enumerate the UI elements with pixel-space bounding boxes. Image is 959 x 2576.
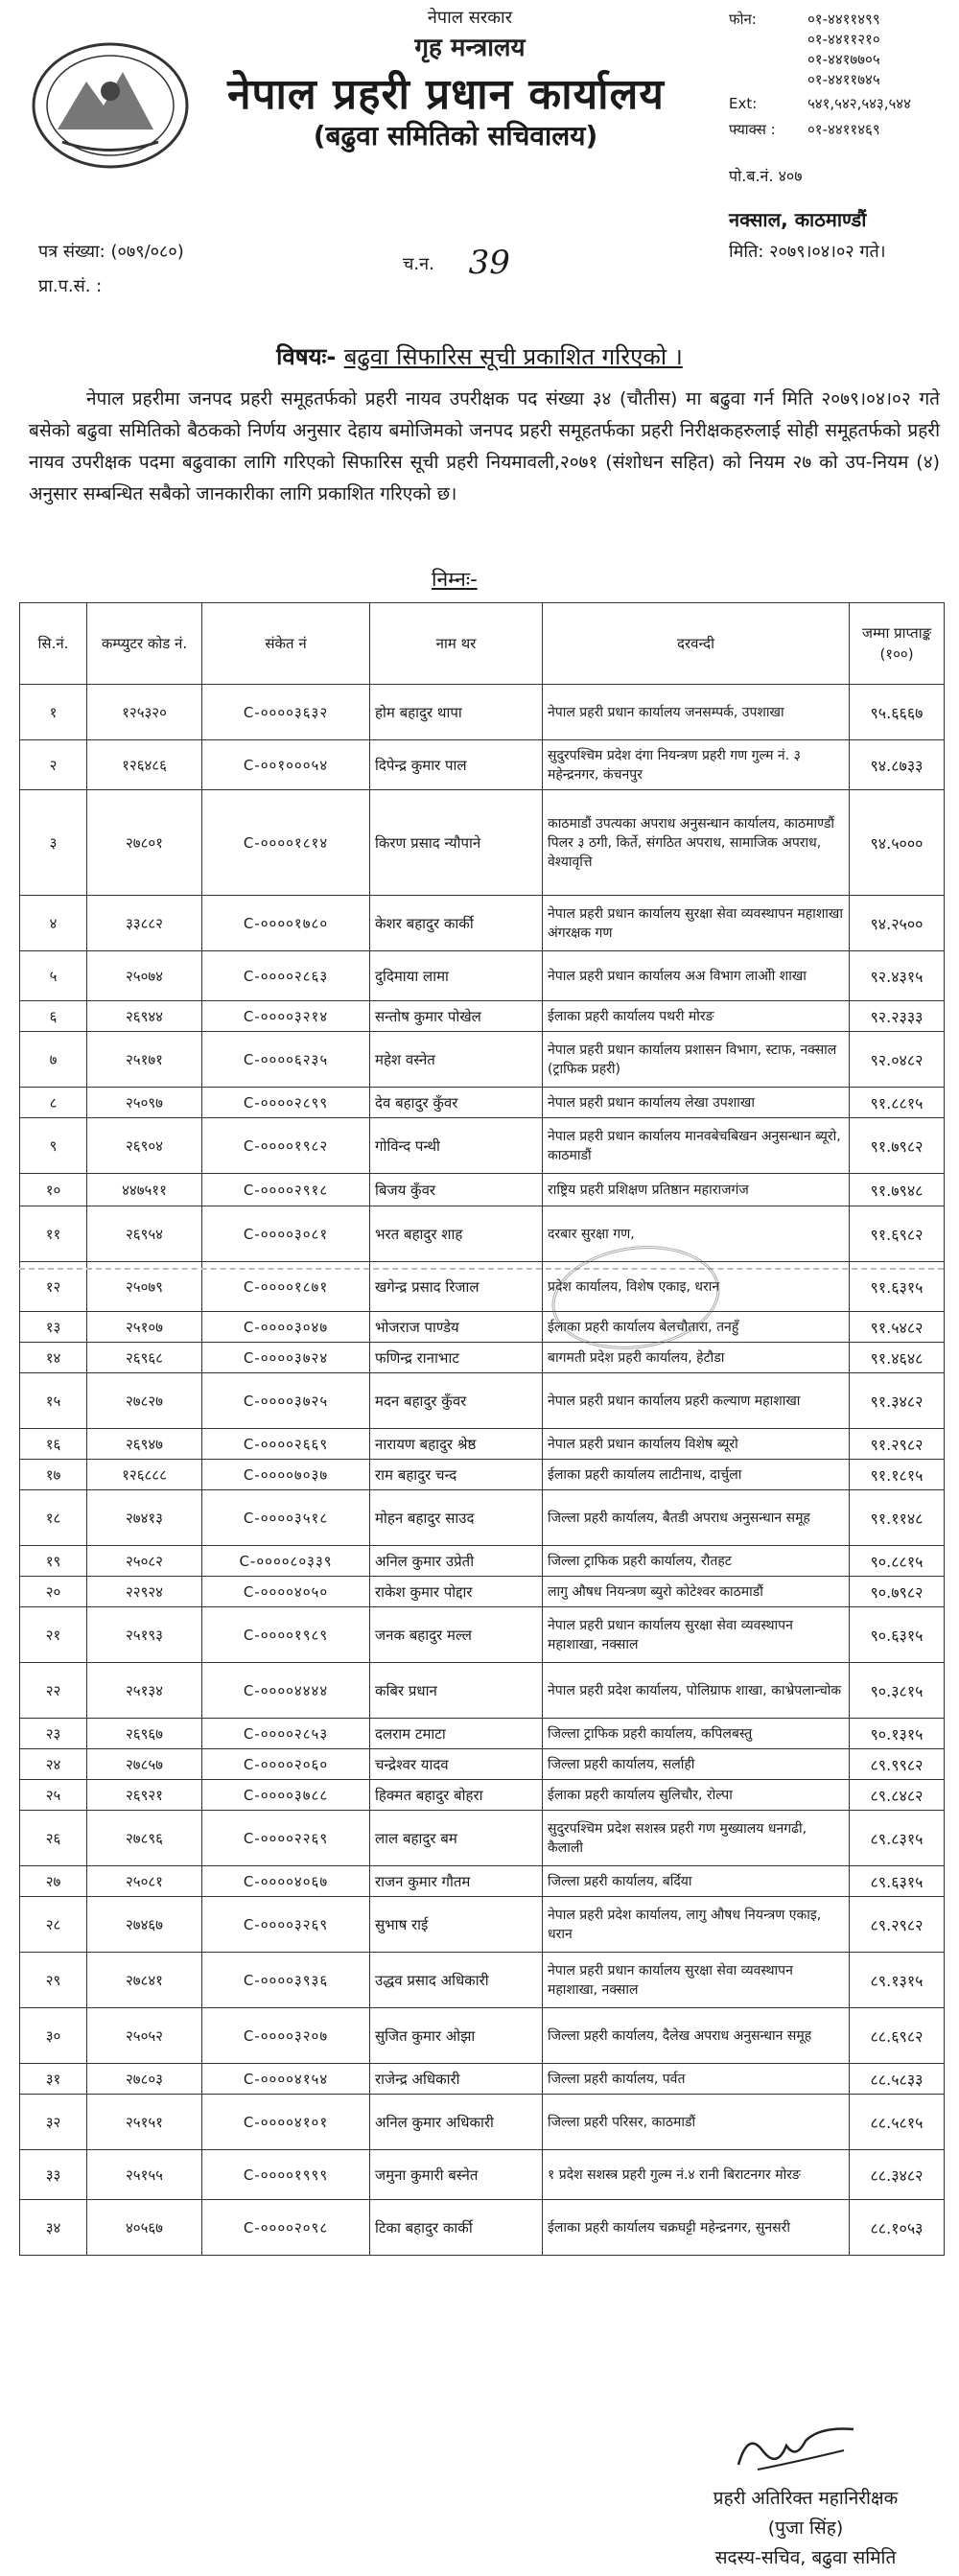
cell-name: गोविन्द पन्थी (370, 1118, 543, 1174)
cell-darbandi: जिल्ला प्रहरी कार्यालय, सर्लाही (543, 1749, 850, 1780)
cell-code: २२९२४ (87, 1577, 202, 1607)
cell-darbandi: नेपाल प्रहरी प्रधान कार्यालय सुरक्षा सेवा व्यवस्थापन महाशाखा, नक्साल (543, 1607, 850, 1663)
cell-name: राजेन्द्र अधिकारी (370, 2064, 543, 2095)
cell-sn: २७ (20, 1866, 87, 1897)
subject-label: विषयः- (276, 343, 337, 370)
cell-darbandi: नेपाल प्रहरी प्रधान कार्यालय प्रशासन विभाग, स्टाफ, नक्साल (ट्राफिक प्रहरी) (543, 1032, 850, 1088)
cell-darbandi: नेपाल प्रहरी प्रधान कार्यालय प्रहरी कल्याण महाशाखा (543, 1373, 850, 1429)
table-header-row (20, 603, 945, 685)
cell-name: भरत बहादुर शाह (370, 1206, 543, 1262)
cell-sn: ४ (20, 896, 87, 951)
cell-marks: ९०.७९८२ (850, 1577, 945, 1607)
table-row (20, 1032, 945, 1088)
cell-sanket: C-००००३९३६ (202, 1953, 370, 2008)
cell-darbandi: ईलाका प्रहरी कार्यालय चक्रघट्टी महेन्द्रनगर, सुनसरी (543, 2200, 850, 2256)
table-row (20, 1749, 945, 1780)
cell-sn: २४ (20, 1749, 87, 1780)
cell-name: नारायण बहादुर श्रेष्ठ (370, 1429, 543, 1460)
cell-sn: ९ (20, 1118, 87, 1174)
cell-marks: ९१.५४८२ (850, 1312, 945, 1343)
cell-marks: ८९.९९८२ (850, 1749, 945, 1780)
cell-sn: २० (20, 1577, 87, 1607)
cell-marks: ८८.३४८२ (850, 2150, 945, 2200)
cell-sanket: C-००००३७८८ (202, 1780, 370, 1811)
table-row (20, 1460, 945, 1490)
cell-darbandi: १ प्रदेश सशस्त्र प्रहरी गुल्म नं.४ रानी बिराटनगर मोरङ (543, 2150, 850, 2200)
table-row (20, 1088, 945, 1118)
header-sn: सि.नं. (20, 603, 87, 685)
cell-code: २६९४४ (87, 1001, 202, 1032)
table-row (20, 1490, 945, 1546)
cell-name: राकेश कुमार पोद्दार (370, 1577, 543, 1607)
cell-marks: ९१.८८१५ (850, 1088, 945, 1118)
cell-sanket: C-००००१८१४ (202, 790, 370, 896)
cell-code: २७४६७ (87, 1897, 202, 1953)
cell-sanket: C-००००३२१४ (202, 1001, 370, 1032)
cell-marks: ९१.११४८ (850, 1490, 945, 1546)
cell-sanket: C-००००२०६० (202, 1749, 370, 1780)
phone-number: ०१-४४११४९९ (807, 11, 880, 28)
table-row (20, 951, 945, 1001)
cell-marks: ९०.८८१५ (850, 1546, 945, 1577)
table-row (20, 1429, 945, 1460)
cell-darbandi: प्रदेश कार्यालय, विशेष एकाइ, धरान (543, 1262, 850, 1312)
table-row (20, 1118, 945, 1174)
cell-name: चन्द्रेश्वर यादव (370, 1749, 543, 1780)
table-row (20, 1811, 945, 1866)
cell-marks: ९४.८७३३ (850, 740, 945, 790)
cell-marks: ८९.२९८२ (850, 1897, 945, 1953)
table-row (20, 1312, 945, 1343)
cell-sanket: C-००००२६६९ (202, 1429, 370, 1460)
cell-darbandi: राष्ट्रिय प्रहरी प्रशिक्षण प्रतिष्ठान महाराजगंज (543, 1174, 850, 1206)
cell-code: २७८०१ (87, 790, 202, 896)
cell-darbandi: ईलाका प्रहरी कार्यालय पथरी मोरङ (543, 1001, 850, 1032)
cell-sanket: C-००००४४४४ (202, 1663, 370, 1719)
contact-block (729, 10, 959, 140)
cell-marks: ९०.१३१५ (850, 1719, 945, 1749)
cell-darbandi: बागमती प्रदेश प्रहरी कार्यालय, हेटौडा (543, 1343, 850, 1373)
header-sanket: संकेत नं (202, 603, 370, 685)
gov-line-1: नेपाल सरकार (427, 8, 513, 28)
cell-sanket: C-००००२०९८ (202, 2200, 370, 2256)
table-row (20, 1719, 945, 1749)
cell-marks: ८८.५८१५ (850, 2095, 945, 2150)
table-row (20, 1663, 945, 1719)
cell-sanket: C-००००८०३३९ (202, 1546, 370, 1577)
cell-darbandi: नेपाल प्रहरी प्रधान कार्यालय लेखा उपशाखा (543, 1088, 850, 1118)
table-row (20, 740, 945, 790)
cell-sn: ५ (20, 951, 87, 1001)
cell-sn: २१ (20, 1607, 87, 1663)
cell-sn: २ (20, 740, 87, 790)
cell-marks: ८९.८३१५ (850, 1811, 945, 1866)
cell-darbandi: सुदुरपश्चिम प्रदेश सशस्त्र प्रहरी गण मुख्यालय धनगढी, कैलाली (543, 1811, 850, 1866)
cell-name: दलराम टमाटा (370, 1719, 543, 1749)
cell-darbandi: नेपाल प्रहरी प्रदेश कार्यालय, पोलिग्राफ शाखा, काभ्रेपलान्चोक (543, 1663, 850, 1719)
table-row (20, 896, 945, 951)
cell-darbandi: नेपाल प्रहरी प्रधान कार्यालय सुरक्षा सेवा व्यवस्थापन महाशाखा अंगरक्षक गण (543, 896, 850, 951)
cell-name: केशर बहादुर कार्की (370, 896, 543, 951)
cell-darbandi: जिल्ला ट्राफिक प्रहरी कार्यालय, कपिलबस्तु (543, 1719, 850, 1749)
cell-sanket: C-००००४१५४ (202, 2064, 370, 2095)
cell-sn: ३ (20, 790, 87, 896)
cell-sanket: C-००००३७२५ (202, 1373, 370, 1429)
cell-darbandi: काठमाडौं उपत्यका अपराध अनुसन्धान कार्यालय, काठमाण्डौं पिलर ३ ठगी, किर्ते, संगठित अपराध, सामाजिक अपराध, वेश्यावृत्ति (543, 790, 850, 896)
cell-code: ४०५६७ (87, 2200, 202, 2256)
cell-sanket: C-००००१९८९ (202, 1607, 370, 1663)
cell-sn: १ (20, 685, 87, 740)
cell-marks: ९१.६९८२ (850, 1206, 945, 1262)
phone-number: ०१-४४१७७०५ (807, 51, 880, 68)
cell-marks: ९१.४६४८ (850, 1343, 945, 1373)
cell-sanket: C-००००३२६९ (202, 1897, 370, 1953)
cell-darbandi: लागु औषध नियन्त्रण ब्युरो कोटेश्वर काठमाडौं (543, 1577, 850, 1607)
cell-darbandi: ईलाका प्रहरी कार्यालय सुलिचौर, रोल्पा (543, 1780, 850, 1811)
cell-code: २७८९६ (87, 1811, 202, 1866)
body-paragraph: नेपाल प्रहरीमा जनपद प्रहरी समूहतर्फको प्रहरी नायव उपरीक्षक पद संख्या ३४ (चौतीस) मा बढुवा गर्न मिति २०७९।०४।०२ गते बसेको बढुवा समितिको बैठकको निर्णय अनुसार देहाय बमोजिमको जनपद प्रहरी समूहतर्फका प्रहरी निरीक्षकहरुलाई सोही समूहतर्फको प्रहरी नायव उपरीक्षक पदमा बढुवाका लागि गरिएको सिफारिस सूची प्रहरी नियमावली,२०७१ (संशोधन सहित) को नियम २७ को उप-नियम (४) अनुसार सम्बन्धित सबैको जानकारीका लागि प्रकाशित गरिएको छ। (29, 388, 940, 504)
cell-sn: २२ (20, 1663, 87, 1719)
table-row (20, 1206, 945, 1262)
cell-sanket: C-००००४०५० (202, 1577, 370, 1607)
cell-sn: २६ (20, 1811, 87, 1866)
cell-darbandi: नेपाल प्रहरी प्रधान कार्यालय मानवबेचबिखन अनुसन्धान ब्यूरो, काठमाडौं (543, 1118, 850, 1174)
cell-code: २५०८२ (87, 1546, 202, 1577)
cell-sn: ११ (20, 1206, 87, 1262)
table-row (20, 1174, 945, 1206)
cell-sn: १२ (20, 1262, 87, 1312)
cell-marks: ९०.६३१५ (850, 1607, 945, 1663)
table-row (20, 790, 945, 896)
table-row (20, 2150, 945, 2200)
cell-sanket: C-००००३७२४ (202, 1343, 370, 1373)
cell-marks: ९०.३८१५ (850, 1663, 945, 1719)
header-darbandi: दरवन्दी (543, 603, 850, 685)
letter-date: मिति: २०७९।०४।०२ गते। (729, 242, 886, 262)
cell-name: हिक्मत बहादुर बोहरा (370, 1780, 543, 1811)
cell-marks: ९१.७९८२ (850, 1118, 945, 1174)
table-row (20, 2095, 945, 2150)
cell-name: टिका बहादुर कार्की (370, 2200, 543, 2256)
cell-code: २५०७४ (87, 951, 202, 1001)
table-row (20, 1897, 945, 1953)
cell-name: फणिन्द्र रानाभाट (370, 1343, 543, 1373)
table-row (20, 2064, 945, 2095)
table-row (20, 2200, 945, 2256)
cell-name: जनक बहादुर मल्ल (370, 1607, 543, 1663)
dispatch-label: च.न. (403, 254, 434, 274)
phone-number: ०१-४४११७४५ (807, 71, 880, 88)
cell-darbandi: दरबार सुरक्षा गण, (543, 1206, 850, 1262)
cell-darbandi: जिल्ला ट्राफिक प्रहरी कार्यालय, रौतहट (543, 1546, 850, 1577)
cell-code: २७४१३ (87, 1490, 202, 1546)
secretariat-title: (बढुवा समितिको सचिवालय) (313, 120, 598, 152)
cell-name: किरण प्रसाद न्यौपाने (370, 790, 543, 896)
cell-marks: ९१.६३१५ (850, 1262, 945, 1312)
cell-code: २५१०७ (87, 1312, 202, 1343)
cell-code: १२६४८६ (87, 740, 202, 790)
dispatch-number (403, 240, 510, 282)
cell-darbandi: जिल्ला प्रहरी कार्यालय, पर्वत (543, 2064, 850, 2095)
cell-darbandi: नेपाल प्रहरी प्रधान कार्यालय अअ विभाग लाओी शाखा (543, 951, 850, 1001)
cell-sanket: C-००००१७८० (202, 896, 370, 951)
receipt-number: प्रा.प.सं. : (38, 276, 103, 296)
cell-sanket: C-००००६२३५ (202, 1032, 370, 1088)
cell-darbandi: जिल्ला प्रहरी कार्यालय, दैलेख अपराध अनुसन्धान समूह (543, 2008, 850, 2064)
cell-code: २७८४१ (87, 1953, 202, 2008)
cell-code: ४४७५११ (87, 1174, 202, 1206)
cell-name: उद्धव प्रसाद अधिकारी (370, 1953, 543, 2008)
cell-marks: ९१.१८१५ (850, 1460, 945, 1490)
signatory-title: प्रहरी अतिरिक्त महानिरीक्षक (713, 2488, 899, 2509)
cell-sn: ७ (20, 1032, 87, 1088)
table-row (20, 1577, 945, 1607)
cell-darbandi: ईलाका प्रहरी कार्यालय बेलचौतारा, तनहुँ (543, 1312, 850, 1343)
cell-sanket: C-००००३५१८ (202, 1490, 370, 1546)
table-row (20, 1953, 945, 2008)
cell-sanket: C-००००२९१८ (202, 1174, 370, 1206)
cell-darbandi: जिल्ला प्रहरी परिसर, काठमाडौं (543, 2095, 850, 2150)
cell-code: २५०५२ (87, 2008, 202, 2064)
cell-name: देव बहादुर कुँवर (370, 1088, 543, 1118)
cell-marks: ८८.५८३३ (850, 2064, 945, 2095)
cell-code: २७८५७ (87, 1749, 202, 1780)
handwritten-signature-icon (729, 2422, 863, 2479)
cell-sanket: C-००००१९८२ (202, 1118, 370, 1174)
cell-name: मदन बहादुर कुँवर (370, 1373, 543, 1429)
cell-name: भोजराज पाण्डेय (370, 1312, 543, 1343)
cell-name: सुभाष राई (370, 1897, 543, 1953)
cell-sn: १४ (20, 1343, 87, 1373)
cell-code: २६९५४ (87, 1206, 202, 1262)
cell-darbandi: सुदुरपश्चिम प्रदेश दंगा नियन्त्रण प्रहरी गण गुल्म नं. ३ महेन्द्रनगर, कंचनपुर (543, 740, 850, 790)
table-row (20, 1373, 945, 1429)
cell-code: २५१५१ (87, 2095, 202, 2150)
cell-name: खगेन्द्र प्रसाद रिजाल (370, 1262, 543, 1312)
cell-sanket: C-००००३०४७ (202, 1312, 370, 1343)
table-row (20, 1001, 945, 1032)
cell-name: राम बहादुर चन्द (370, 1460, 543, 1490)
cell-marks: ८९.६३१५ (850, 1866, 945, 1897)
cell-darbandi: नेपाल प्रहरी प्रधान कार्यालय विशेष ब्यूरो (543, 1429, 850, 1460)
signatory-role: सदस्य-सचिव, बढुवा समिति (714, 2547, 897, 2568)
cell-darbandi: जिल्ला प्रहरी कार्यालय, बैतडी अपराध अनुसन्धान समूह (543, 1490, 850, 1546)
cell-sanket: C-००००२८५३ (202, 1719, 370, 1749)
cell-name: महेश वस्नेत (370, 1032, 543, 1088)
list-heading: निम्नः- (432, 568, 478, 591)
cell-code: २५०७९ (87, 1262, 202, 1312)
office-title: नेपाल प्रहरी प्रधान कार्यालय (227, 70, 665, 119)
cell-marks: ९२.२३३३ (850, 1001, 945, 1032)
cell-name: दिपेन्द्र कुमार पाल (370, 740, 543, 790)
subject-line (96, 340, 863, 372)
cell-marks: ९५.६६६७ (850, 685, 945, 740)
cell-sanket: C-००००४१०१ (202, 2095, 370, 2150)
cell-sn: २३ (20, 1719, 87, 1749)
cell-sanket: C-००००४०६७ (202, 1866, 370, 1897)
cell-sn: १८ (20, 1490, 87, 1546)
cell-code: २७८०३ (87, 2064, 202, 2095)
cell-code: २५०९७ (87, 1088, 202, 1118)
cell-sn: १५ (20, 1373, 87, 1429)
cell-darbandi: जिल्ला प्रहरी कार्यालय, बर्दिया (543, 1866, 850, 1897)
cell-name: कबिर प्रधान (370, 1663, 543, 1719)
cell-code: ३३८८२ (87, 896, 202, 951)
cell-name: दुदिमाया लामा (370, 951, 543, 1001)
cell-marks: ९२.०४८२ (850, 1032, 945, 1088)
cell-sn: ६ (20, 1001, 87, 1032)
subject-text: बढुवा सिफारिस सूची प्रकाशित गरिएको । (343, 343, 683, 370)
dispatch-value: 39 (468, 244, 510, 282)
ext-label: Ext: (729, 95, 758, 112)
phone-number: ०१-४४११२१० (807, 31, 880, 48)
cell-name: सन्तोष कुमार पोखेल (370, 1001, 543, 1032)
table-row (20, 1607, 945, 1663)
table-row (20, 1546, 945, 1577)
cell-name: सुजित कुमार ओझा (370, 2008, 543, 2064)
cell-marks: ८८.१०५३ (850, 2200, 945, 2256)
cell-code: २६९२१ (87, 1780, 202, 1811)
cell-sn: १० (20, 1174, 87, 1206)
cell-sanket: C-००००७०३७ (202, 1460, 370, 1490)
cell-marks: ९२.४३१५ (850, 951, 945, 1001)
cell-sanket: C-००००२८६३ (202, 951, 370, 1001)
cell-sn: २५ (20, 1780, 87, 1811)
cell-name: मोहन बहादुर साउद (370, 1490, 543, 1546)
cell-name: होम बहादुर थापा (370, 685, 543, 740)
cell-sanket: C-००००२८९९ (202, 1088, 370, 1118)
cell-marks: ८९.१३१५ (850, 1953, 945, 2008)
cell-sn: ८ (20, 1088, 87, 1118)
cell-darbandi: नेपाल प्रहरी प्रधान कार्यालय जनसम्पर्क, उपशाखा (543, 685, 850, 740)
cell-marks: ९१.२९८२ (850, 1429, 945, 1460)
cell-code: २५०८१ (87, 1866, 202, 1897)
cell-darbandi: नेपाल प्रहरी प्रदेश कार्यालय, लागु औषध नियन्त्रण एकाइ, धरान (543, 1897, 850, 1953)
po-box: पो.ब.नं. ४०७ (729, 167, 803, 185)
ext-number: ५४१,५४२,५४३,५४४ (807, 95, 911, 112)
page-join-line (19, 1268, 944, 1270)
cell-name: अनिल कुमार उप्रेती (370, 1546, 543, 1577)
cell-code: १२६८८८ (87, 1460, 202, 1490)
table-row (20, 1343, 945, 1373)
table-row (20, 1866, 945, 1897)
table-row (20, 685, 945, 740)
cell-sanket: C-००००२२६९ (202, 1811, 370, 1866)
cell-sn: ३२ (20, 2095, 87, 2150)
cell-marks: ९४.५००० (850, 790, 945, 896)
cell-code: २५१९३ (87, 1607, 202, 1663)
cell-sanket: C-००००३६३२ (202, 685, 370, 740)
header-code: कम्प्युटर कोड नं. (87, 603, 202, 685)
cell-sanket: C-००००३२०७ (202, 2008, 370, 2064)
phone-label: फोन: (729, 11, 757, 28)
nepal-police-emblem-icon (29, 38, 192, 173)
cell-sn: ३० (20, 2008, 87, 2064)
cell-darbandi: नेपाल प्रहरी प्रधान कार्यालय सुरक्षा सेवा व्यवस्थापन महाशाखा, नक्साल (543, 1953, 850, 2008)
header-name: नाम थर (370, 603, 543, 685)
cell-sn: २९ (20, 1953, 87, 2008)
cell-code: २५१३४ (87, 1663, 202, 1719)
cell-sanket: C-००००३०८१ (202, 1206, 370, 1262)
fax-label: फ्याक्स : (729, 121, 776, 138)
cell-sanket: C-००००१९९९ (202, 2150, 370, 2200)
gov-line-2: गृह मन्त्रालय (414, 34, 526, 62)
cell-sn: ३४ (20, 2200, 87, 2256)
cell-sn: १३ (20, 1312, 87, 1343)
cell-name: जमुना कुमारी बस्नेत (370, 2150, 543, 2200)
cell-code: २६९४७ (87, 1429, 202, 1460)
promotion-list-table (19, 602, 945, 2256)
cell-sn: २८ (20, 1897, 87, 1953)
table-row (20, 2008, 945, 2064)
cell-name: बिजय कुँवर (370, 1174, 543, 1206)
cell-marks: ९१.३४८२ (850, 1373, 945, 1429)
cell-darbandi: ईलाका प्रहरी कार्यालय लाटीनाथ, दार्चुला (543, 1460, 850, 1490)
cell-marks: ८८.६९८२ (850, 2008, 945, 2064)
table-row (20, 1780, 945, 1811)
signatory-block (671, 2484, 940, 2573)
cell-sanket: C-००१०००५४ (202, 740, 370, 790)
cell-sn: १७ (20, 1460, 87, 1490)
cell-sn: १९ (20, 1546, 87, 1577)
header-marks: जम्मा प्राप्ताङ्क (१००) (850, 603, 945, 685)
cell-name: अनिल कुमार अधिकारी (370, 2095, 543, 2150)
cell-code: २७८२७ (87, 1373, 202, 1429)
cell-marks: ८९.८४८२ (850, 1780, 945, 1811)
cell-code: २५१७१ (87, 1032, 202, 1088)
cell-name: राजन कुमार गौतम (370, 1866, 543, 1897)
cell-marks: ९४.२५०० (850, 896, 945, 951)
fax-number: ०१-४४११४६९ (807, 121, 880, 138)
signatory-name: (पुजा सिंह) (767, 2517, 844, 2539)
office-address: नक्साल, काठमाण्डौं (729, 208, 867, 231)
cell-sn: ३१ (20, 2064, 87, 2095)
cell-sanket: C-००००१८७१ (202, 1262, 370, 1312)
cell-code: २६९६७ (87, 1719, 202, 1749)
cell-sn: १६ (20, 1429, 87, 1460)
cell-sn: ३३ (20, 2150, 87, 2200)
cell-code: २६९६८ (87, 1343, 202, 1373)
cell-code: १२५३२० (87, 685, 202, 740)
cell-marks: ९१.७९४८ (850, 1174, 945, 1206)
cell-code: २६९०४ (87, 1118, 202, 1174)
letter-reference: पत्र संख्या: (०७९/०८०) (38, 242, 184, 262)
cell-name: लाल बहादुर बम (370, 1811, 543, 1866)
cell-code: २५१५५ (87, 2150, 202, 2200)
